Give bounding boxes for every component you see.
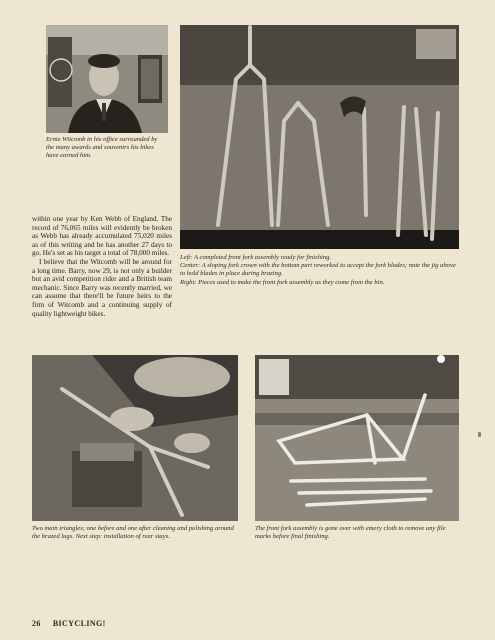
magazine-name: BICYCLING! — [52, 619, 106, 628]
article-body — [32, 215, 172, 318]
article-paragraph: I believe that the Witcomb will be around for a long time. Barry, now 29, is not only a builder but an avid competition rider and a British team mechanic. Since Barry was recently married, we can assume that there'll be future heirs to the firm of Witcomb and a continuing supply of quality lightweight bikes. — [32, 257, 172, 318]
fork-caption-left: Left: A completed front fork assembly ready for finishing. — [180, 254, 332, 261]
portrait-caption: Ernie Witcomb in his office surrounded by the many awards and souvenirs his bikes have earned him. — [46, 136, 158, 160]
fork-caption-center: Center: A sloping fork crown with the bottom part reworked to accept the fork blades; note the jig above to hold blades in place during brazing. — [180, 262, 456, 278]
page-footer — [32, 619, 118, 628]
fork-caption-right: Right: Pieces used to make the front fork assembly as they come from the bin. — [180, 278, 385, 286]
page-number: 26 — [32, 619, 41, 628]
main-triangles-photo — [32, 355, 238, 521]
fork-caption — [180, 254, 460, 287]
triangles-caption: Two main triangles; one before and one after cleaning and polishing around the brazed lugs. Next step: installation of rear stays. — [32, 525, 234, 541]
page-edge-mark — [478, 432, 481, 437]
fork-assembly-photo — [180, 25, 459, 249]
emery-caption: The front fork assembly is gone over with emery cloth to remove any file marks before final finishing. — [255, 525, 446, 541]
article-paragraph: within one year by Ken Webb of England. The record of 76,065 miles will evidently be broken as Webb has already accumulated 75,020 miles as of this writing and he has another 27 days to go. He's set as his target a total of 78,000 miles. — [32, 215, 172, 258]
emery-cloth-photo — [255, 355, 459, 521]
witcomb-portrait-photo — [46, 25, 168, 133]
